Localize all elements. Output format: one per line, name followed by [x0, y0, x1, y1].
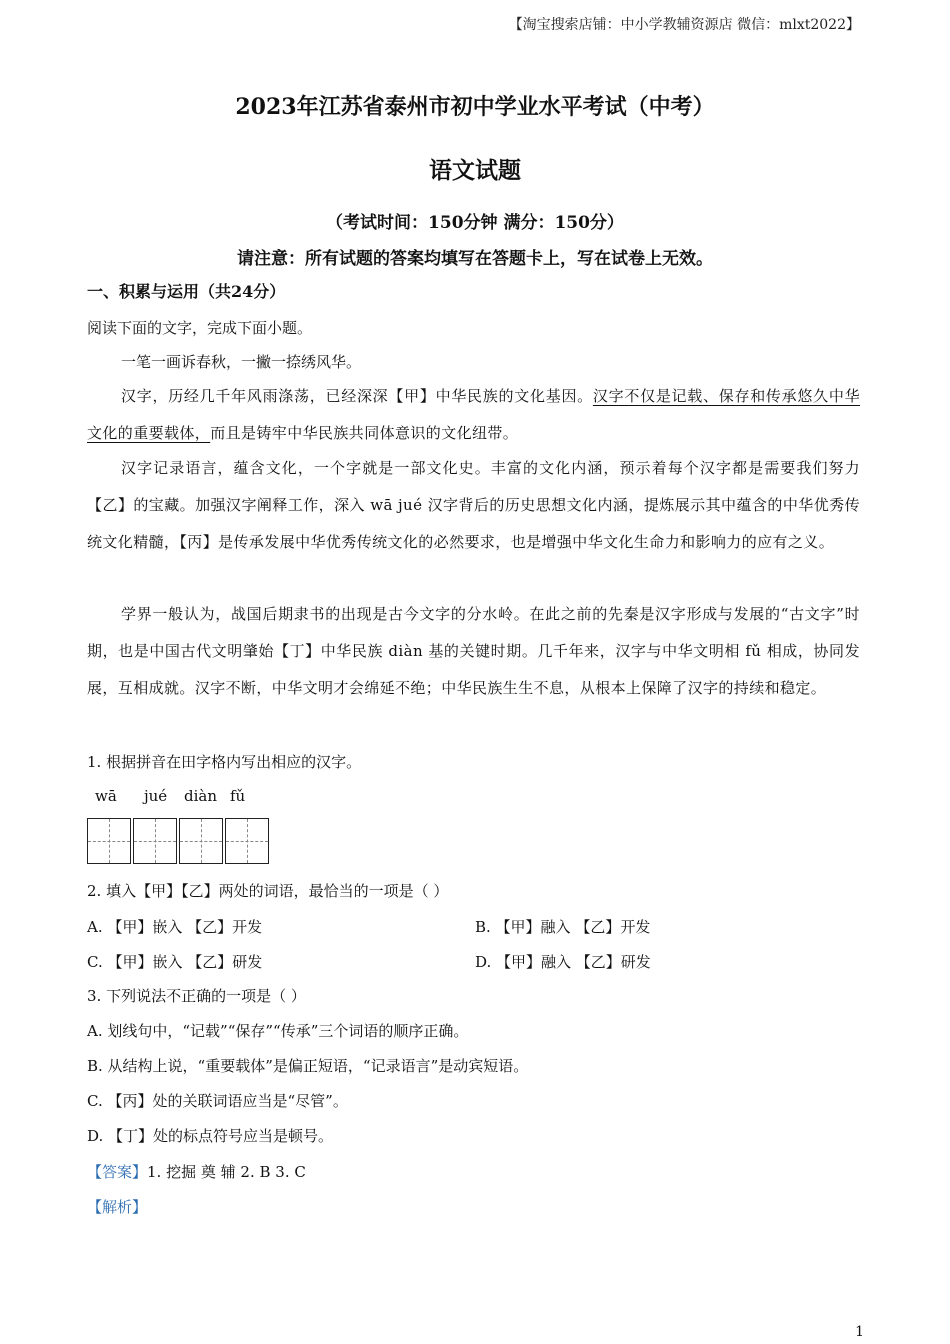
question-2-stem: 2. 填入【甲】【乙】两处的词语，最恰当的一项是（ ）: [87, 882, 449, 900]
answer-line: [87, 1162, 860, 1182]
passage-paragraph-3: 汉字记录语言，蕴含文化，一个字就是一部文化史。丰富的文化内涵，预示着每个汉字都是需要我们努力【乙】的宝藏。加强汉字阐释工作，深入 wā jué 汉字背后的历史思想文化内涵，提炼展示其中蕴含的中华优秀传统文化精髓，【丙】是传承发展中华优秀传统文化的必然要求，也是增强中华文化生命力和影响力的应有之义。: [87, 459, 860, 551]
passage-text: 汉字，历经几千年风雨涤荡，已经深深【甲】中华民族的文化基因。: [121, 387, 593, 405]
question-3-option-a: A. 划线句中，“记载”“保存”“传承”三个词语的顺序正确。: [87, 1022, 469, 1040]
question-2-option-d: D. 【甲】融入 【乙】研发: [475, 953, 651, 971]
tianzige-grid: [87, 818, 269, 864]
exam-title: 2023年江苏省泰州市初中学业水平考试（中考）: [235, 94, 715, 120]
page-number: 1: [855, 1324, 864, 1340]
exam-notice: 请注意：所有试题的答案均填写在答题卡上，写在试卷上无效。: [237, 249, 713, 269]
exam-subject: 语文试题: [429, 157, 521, 184]
question-1-stem: 1. 根据拼音在田字格内写出相应的汉字。: [87, 753, 362, 771]
underlined-sentence: 汉字不仅是记载、保存和传承悠久中华文化的重要载体，: [87, 387, 860, 442]
question-3-option-b: B. 从结构上说，“重要载体”是偏正短语，“记录语言”是动宾短语。: [87, 1057, 529, 1075]
header-note: 【淘宝搜索店铺：中小学教辅资源店 微信：mlxt2022】: [508, 17, 860, 33]
question-2-option-a: A. 【甲】嵌入 【乙】开发: [87, 918, 263, 936]
answer-text: 1. 挖掘 奠 辅 2. B 3. C: [147, 1163, 306, 1181]
pinyin-label: diàn: [184, 787, 218, 805]
question-3-stem: 3. 下列说法不正确的一项是（ ）: [87, 987, 306, 1005]
tianzige-cell[interactable]: [225, 818, 269, 864]
pinyin-label: jué: [144, 787, 168, 805]
passage-paragraph-4: 学界一般认为，战国后期隶书的出现是古今文字的分水岭。在此之前的先秦是汉字形成与发展的“古文字”时期，也是中国古代文明肇始【丁】中华民族 diàn 基的关键时期。几千年来，汉字与中华文明相 fǔ 相成，协同发展，互相成就。汉字不断，中华文明才会绵延不绝；中华民族生生不息，从根本上保障了汉字的持续和稳定。: [87, 605, 860, 697]
tianzige-cell[interactable]: [179, 818, 223, 864]
passage-paragraph-1: 一笔一画诉春秋，一撇一捺绣风华。: [121, 353, 362, 371]
tianzige-cell[interactable]: [133, 818, 177, 864]
question-2-option-c: C. 【甲】嵌入 【乙】研发: [87, 953, 263, 971]
question-3-option-d: D. 【丁】处的标点符号应当是顿号。: [87, 1127, 334, 1145]
analysis-label: 【解析】: [87, 1198, 148, 1216]
answer-label: 【答案】: [87, 1163, 148, 1181]
exam-info: （考试时间：150分钟 满分：150分）: [326, 213, 624, 233]
pinyin-label: wā: [95, 787, 117, 805]
pinyin-label: fǔ: [230, 787, 246, 805]
section-heading: 一、积累与运用（共24分）: [87, 282, 286, 301]
question-3-option-c: C. 【丙】处的关联词语应当是“尽管”。: [87, 1092, 348, 1110]
reading-instruction: 阅读下面的文字，完成下面小题。: [87, 319, 313, 337]
tianzige-cell[interactable]: [87, 818, 131, 864]
passage-text: 而且是铸牢中华民族共同体意识的文化纽带。: [210, 424, 519, 442]
question-2-option-b: B. 【甲】融入 【乙】开发: [475, 918, 651, 936]
passage-paragraph-2: [87, 378, 860, 452]
